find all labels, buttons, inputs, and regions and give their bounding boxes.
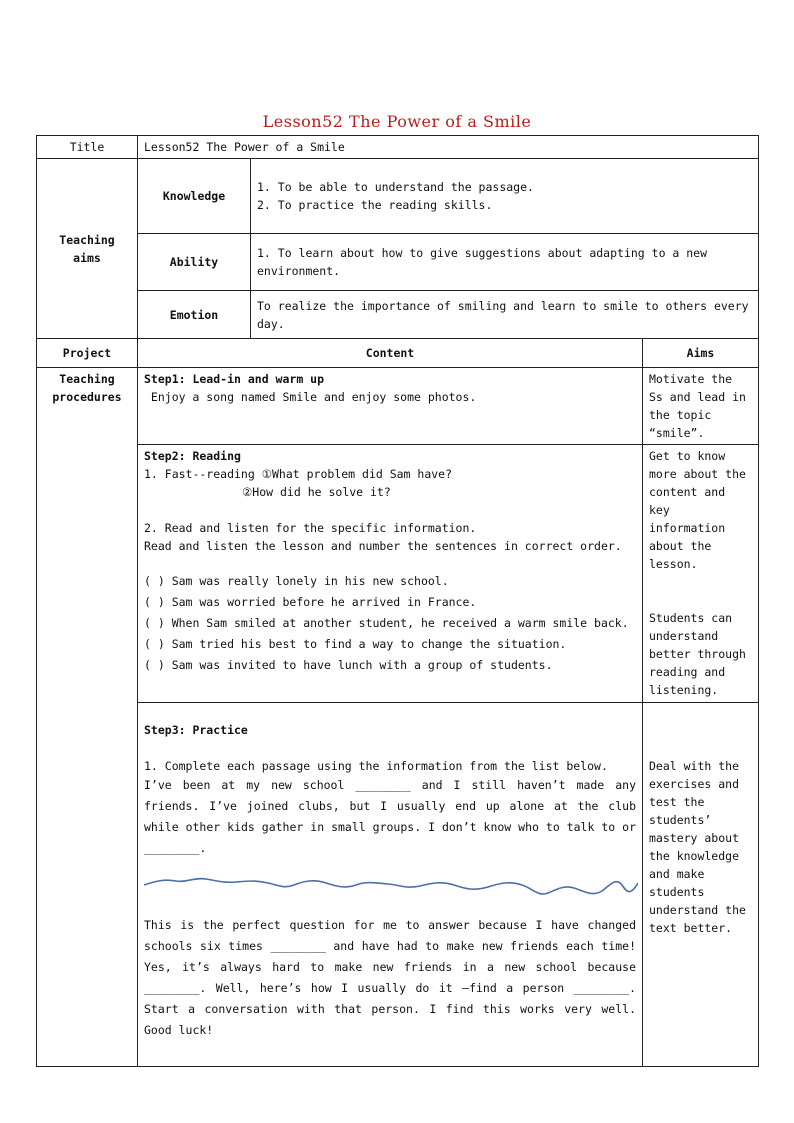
step1-text: Enjoy a song named Smile and enjoy some photos. <box>144 390 477 404</box>
step2-line4: Read and listen the lesson and number the sentences in correct order. <box>144 539 622 553</box>
knowledge-content <box>251 159 759 234</box>
step1-row <box>37 368 759 445</box>
step3-aim-spacer <box>649 705 752 757</box>
step3-intro: 1. Complete each passage using the information from the list below. <box>144 759 608 773</box>
step2-row <box>37 445 759 703</box>
step3-aim-cell <box>643 703 759 1067</box>
step2-aim-spacer <box>649 573 752 609</box>
step3-spacer <box>144 739 636 757</box>
content-header: Content <box>138 339 643 368</box>
knowledge-line-1: 1. To be able to understand the passage. <box>257 180 534 194</box>
knowledge-row <box>37 159 759 234</box>
step2-item: ( ) Sam tried his best to find a way to change the situation. <box>144 637 567 651</box>
lesson-plan-table <box>36 135 759 1067</box>
step3-passage-2: This is the perfect question for me to answer because I have changed schools six times ________ and have had to make new friends each time! Yes, it’s always hard to make new friends in a new school because ________. Well, here’s how I usually do it —find a person ________. Start a conversation with that person. I find this works very well. Good luck! <box>144 918 636 1037</box>
step2-item: ( ) Sam was invited to have lunch with a group of students. <box>144 658 553 672</box>
wavy-divider-line <box>144 871 638 905</box>
document-heading: Lesson52 The Power of a Smile <box>262 112 532 131</box>
step2-line3: 2. Read and listen for the specific information. <box>144 521 477 535</box>
knowledge-line-2: 2. To practice the reading skills. <box>257 198 493 212</box>
wavy-stroke <box>144 879 638 894</box>
step2-aim-2: Students can understand better through reading and listening. <box>649 611 746 697</box>
step3-top-spacer <box>144 705 636 721</box>
title-row <box>37 136 759 159</box>
step3-row <box>37 703 759 1067</box>
step2-title: Step2: Reading <box>144 449 241 463</box>
step2-spacer <box>144 501 636 519</box>
step2-content <box>138 445 643 703</box>
title-label: Title <box>37 136 138 159</box>
knowledge-label: Knowledge <box>138 159 251 234</box>
aims-header: Aims <box>643 339 759 368</box>
step2-aims <box>643 445 759 703</box>
emotion-label: Emotion <box>138 291 251 339</box>
step3-aim: Deal with the exercises and test the students’ mastery about the knowledge and make students understand the text better. <box>649 759 746 935</box>
teaching-procedures-label: Teaching procedures <box>37 368 138 1067</box>
step2-line1: 1. Fast--reading ①What problem did Sam have? <box>144 467 453 481</box>
step2-spacer-2 <box>144 555 636 571</box>
step1-content <box>138 368 643 445</box>
step3-content <box>138 703 643 1067</box>
ability-row <box>37 234 759 291</box>
emotion-text: To realize the importance of smiling and learn to smile to others every day. <box>251 291 759 339</box>
step1-aim: Motivate the Ss and lead in the topic “smile”. <box>643 368 759 445</box>
header-row <box>37 339 759 368</box>
step3-passage-1: I’ve been at my new school ________ and I still haven’t made any friends. I’ve joined clubs, but I usually end up alone at the club while other kids gather in small groups. I don’t know who to talk to or ________. <box>144 778 636 855</box>
step2-aim-1: Get to know more about the content and key information about the lesson. <box>649 449 746 571</box>
project-header: Project <box>37 339 138 368</box>
step1-title: Step1: Lead-in and warm up <box>144 372 325 386</box>
step3-title: Step3: Practice <box>144 723 248 737</box>
title-value: Lesson52 The Power of a Smile <box>138 136 759 159</box>
step2-item: ( ) Sam was worried before he arrived in France. <box>144 595 477 609</box>
ability-text: 1. To learn about how to give suggestions about adapting to a new environment. <box>251 234 759 291</box>
teaching-aims-label: Teaching aims <box>37 159 138 339</box>
step2-item: ( ) When Sam smiled at another student, he received a warm smile back. <box>144 616 629 630</box>
ability-label: Ability <box>138 234 251 291</box>
step2-line2: ②How did he solve it? <box>242 485 391 499</box>
step2-item: ( ) Sam was really lonely in his new school. <box>144 574 449 588</box>
emotion-row <box>37 291 759 339</box>
